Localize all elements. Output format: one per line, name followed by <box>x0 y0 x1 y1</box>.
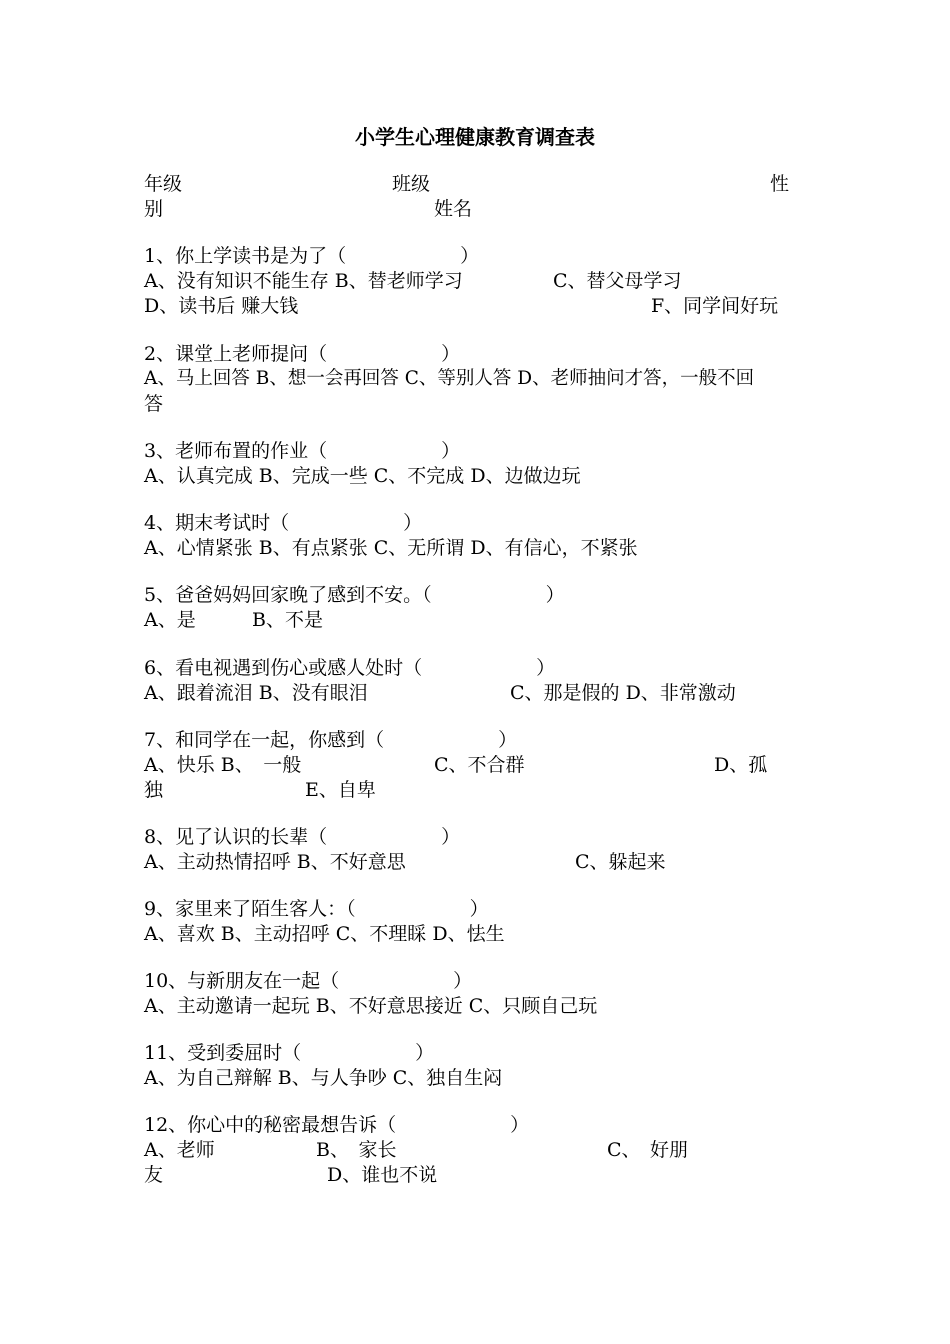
question-12-option-a: A、老师 <box>144 1139 215 1161</box>
question-2-options: A、马上回答 B、想一会再回答 C、等别人答 D、老师抽问才答，一般不回 <box>144 368 755 389</box>
question-3-prompt: 3、老师布置的作业（ ） <box>144 440 461 462</box>
question-10-prompt: 10、与新朋友在一起（ ） <box>144 970 473 992</box>
question-7-option-d: D、孤 <box>714 754 768 776</box>
question-9-options: A、喜欢 B、主动招呼 C、不理睬 D、怯生 <box>144 923 505 945</box>
question-12-option-c-wrap: 友 <box>144 1164 164 1186</box>
question-5-prompt: 5、爸爸妈妈回家晚了感到不安。（ ） <box>144 584 565 606</box>
question-7-option-d-wrap: 独 <box>144 779 164 801</box>
question-4-options: A、心情紧张 B、有点紧张 C、无所谓 D、有信心，不紧张 <box>144 537 638 559</box>
grade-label: 年级 <box>144 173 183 195</box>
question-7-option-c: C、不合群 <box>434 754 525 776</box>
question-12-prompt: 12、你心中的秘密最想告诉（ ） <box>144 1114 530 1136</box>
question-6-option-c: C、那是假的 D、非常激动 <box>510 682 736 704</box>
question-3-options: A、认真完成 B、完成一些 C、不完成 D、边做边玩 <box>144 465 581 487</box>
question-6-options: A、跟着流泪 B、没有眼泪 <box>144 682 368 704</box>
question-2-prompt: 2、课堂上老师提问（ ） <box>144 343 461 365</box>
question-12-option-c: C、 好朋 <box>607 1139 689 1161</box>
question-7-option-e: E、自卑 <box>305 779 376 801</box>
page-title: 小学生心理健康教育调查表 <box>355 125 595 149</box>
question-11-prompt: 11、受到委屈时（ ） <box>144 1042 435 1064</box>
question-8-prompt: 8、见了认识的长辈（ ） <box>144 826 461 848</box>
class-label: 班级 <box>392 173 431 195</box>
question-5-option-a: A、是 <box>144 609 196 631</box>
question-1-option-d: D、读书后 赚大钱 <box>144 295 299 317</box>
question-11-options: A、为自己辩解 B、与人争吵 C、独自生闷 <box>144 1067 503 1089</box>
question-7-prompt: 7、和同学在一起，你感到（ ） <box>144 729 518 751</box>
question-4-prompt: 4、期末考试时（ ） <box>144 512 423 534</box>
question-10-options: A、主动邀请一起玩 B、不好意思接近 C、只顾自己玩 <box>144 995 598 1017</box>
question-1-options: A、没有知识不能生存 B、替老师学习 <box>144 270 463 292</box>
question-8-option-c: C、躲起来 <box>575 851 666 873</box>
question-12-option-d: D、谁也不说 <box>327 1164 438 1186</box>
question-8-options: A、主动热情招呼 B、不好意思 <box>144 851 406 873</box>
name-label: 姓名 <box>434 198 473 220</box>
question-2-options-wrap: 答 <box>144 393 164 415</box>
question-1-option-c: C、替父母学习 <box>553 270 682 292</box>
gender-label-part1: 性 <box>770 173 790 195</box>
gender-label-part2: 别 <box>144 198 164 220</box>
question-12-option-b: B、 家长 <box>316 1139 397 1161</box>
question-1-prompt: 1、你上学读书是为了（ ） <box>144 245 480 267</box>
question-7-options: A、快乐 B、 一般 <box>144 754 302 776</box>
question-9-prompt: 9、家里来了陌生客人：（ ） <box>144 898 489 920</box>
question-6-prompt: 6、看电视遇到伤心或感人处时（ ） <box>144 657 556 679</box>
question-1-option-f: F、同学间好玩 <box>651 295 779 317</box>
question-5-option-b: B、不是 <box>252 609 323 631</box>
